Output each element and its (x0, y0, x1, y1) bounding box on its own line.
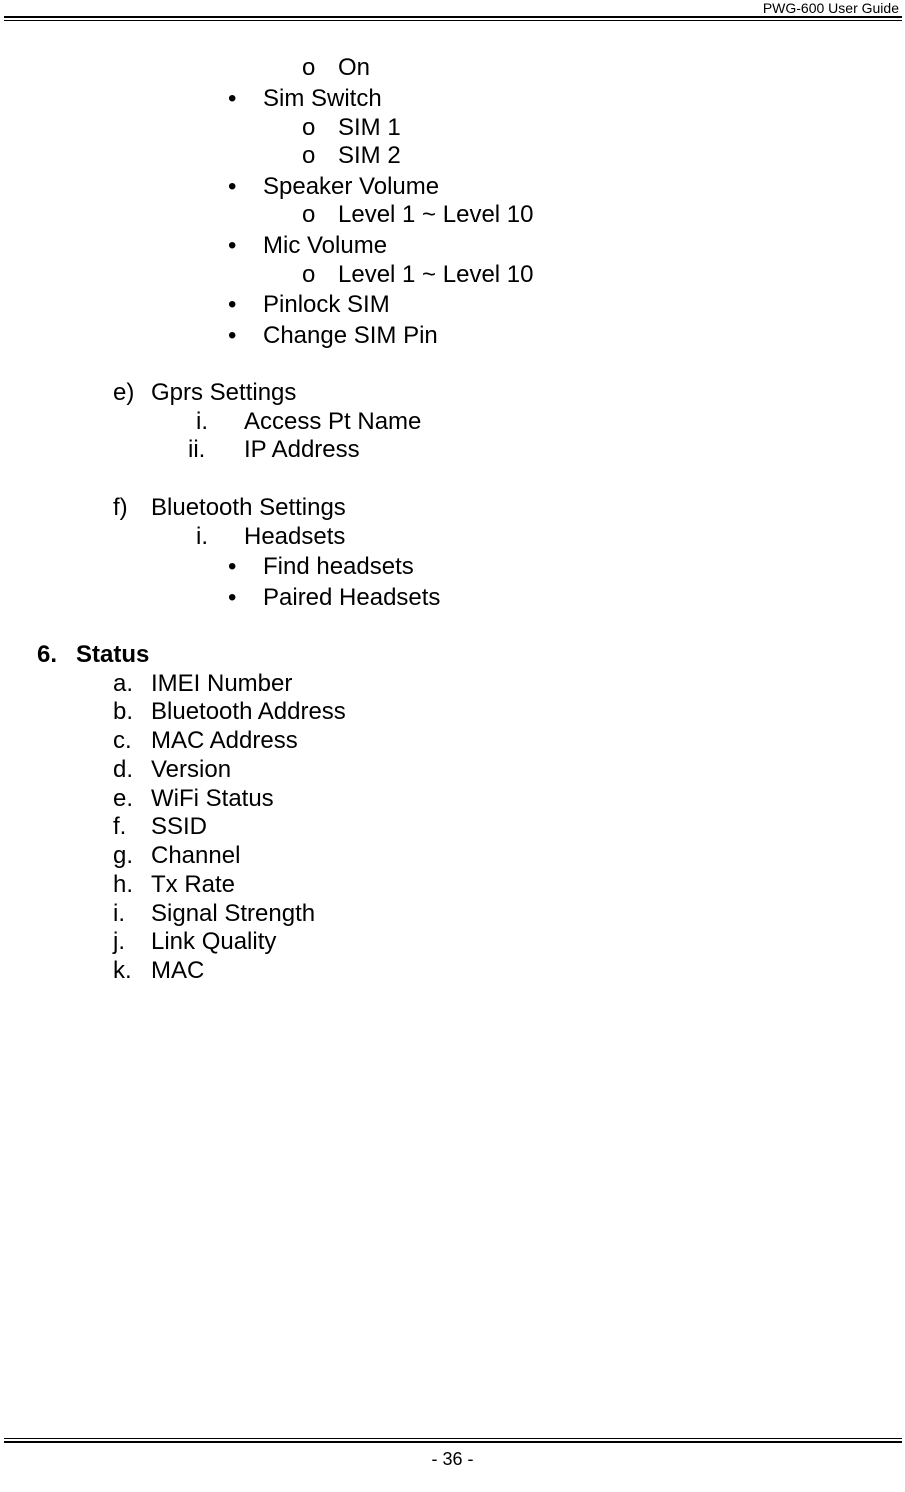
list-marker: o (302, 142, 316, 169)
list-item-label: Speaker Volume (263, 173, 440, 200)
list-marker: o (302, 114, 316, 141)
document-title: PWG-600 User Guide (762, 0, 899, 16)
list-item-label: Sim Switch (263, 85, 382, 112)
list-item-label: MAC Address (151, 727, 298, 754)
list-marker: a. (113, 670, 134, 697)
list-item-label: IMEI Number (151, 670, 293, 697)
bullet-marker: • (228, 553, 237, 580)
list-item-label: Access Pt Name (244, 408, 422, 435)
list-item-label: Bluetooth Address (151, 698, 346, 725)
list-item-label: MAC (151, 957, 205, 984)
section-label: Gprs Settings (151, 379, 297, 406)
list-item-label: SIM 2 (338, 142, 401, 169)
list-marker: b. (113, 698, 134, 725)
list-item-label: Level 1 ~ Level 10 (338, 201, 534, 228)
section-label: Bluetooth Settings (151, 494, 346, 521)
list-marker: ii. (188, 436, 206, 463)
list-item-label: Find headsets (263, 553, 414, 580)
list-marker: o (302, 201, 316, 228)
heading-number: 6. (37, 641, 58, 668)
footer-rule-thick (4, 1441, 902, 1443)
list-item-label: WiFi Status (151, 785, 274, 812)
list-marker: f) (113, 494, 128, 521)
list-item-label: IP Address (244, 436, 360, 463)
list-item-label: Headsets (244, 523, 346, 550)
heading-label: Status (76, 641, 150, 668)
list-item-label: SIM 1 (338, 114, 401, 141)
list-item-label: Level 1 ~ Level 10 (338, 261, 534, 288)
list-marker: c. (113, 727, 132, 754)
list-item-label: Channel (151, 842, 241, 869)
list-marker: e) (113, 379, 135, 406)
list-marker: d. (113, 756, 134, 783)
list-marker: j. (113, 928, 125, 955)
list-item-label: Paired Headsets (263, 584, 441, 611)
list-item-label: On (338, 54, 371, 81)
list-marker: i. (196, 523, 208, 550)
bullet-marker: • (228, 291, 237, 318)
list-marker: i. (113, 900, 125, 927)
bullet-marker: • (228, 232, 237, 259)
list-marker: h. (113, 871, 134, 898)
list-item-label: SSID (151, 813, 208, 840)
list-item-label: Tx Rate (151, 871, 236, 898)
footer-rule-thin (4, 1438, 902, 1439)
bullet-marker: • (228, 85, 237, 112)
list-item-label: Change SIM Pin (263, 322, 438, 349)
list-item-label: Signal Strength (151, 900, 316, 927)
list-marker: g. (113, 842, 134, 869)
list-item-label: Mic Volume (263, 232, 388, 259)
bullet-marker: • (228, 322, 237, 349)
page-number: - 36 - (431, 1449, 474, 1469)
list-marker: o (302, 261, 316, 288)
list-item-label: Link Quality (151, 928, 277, 955)
list-marker: o (302, 54, 316, 81)
list-marker: e. (113, 785, 134, 812)
list-marker: i. (196, 408, 208, 435)
bullet-marker: • (228, 584, 237, 611)
list-item-label: Version (151, 756, 232, 783)
header-rule-thin (4, 20, 902, 21)
list-item-label: Pinlock SIM (263, 291, 390, 318)
list-marker: f. (113, 813, 127, 840)
list-marker: k. (113, 957, 132, 984)
header-rule-thick (4, 16, 902, 18)
bullet-marker: • (228, 173, 237, 200)
